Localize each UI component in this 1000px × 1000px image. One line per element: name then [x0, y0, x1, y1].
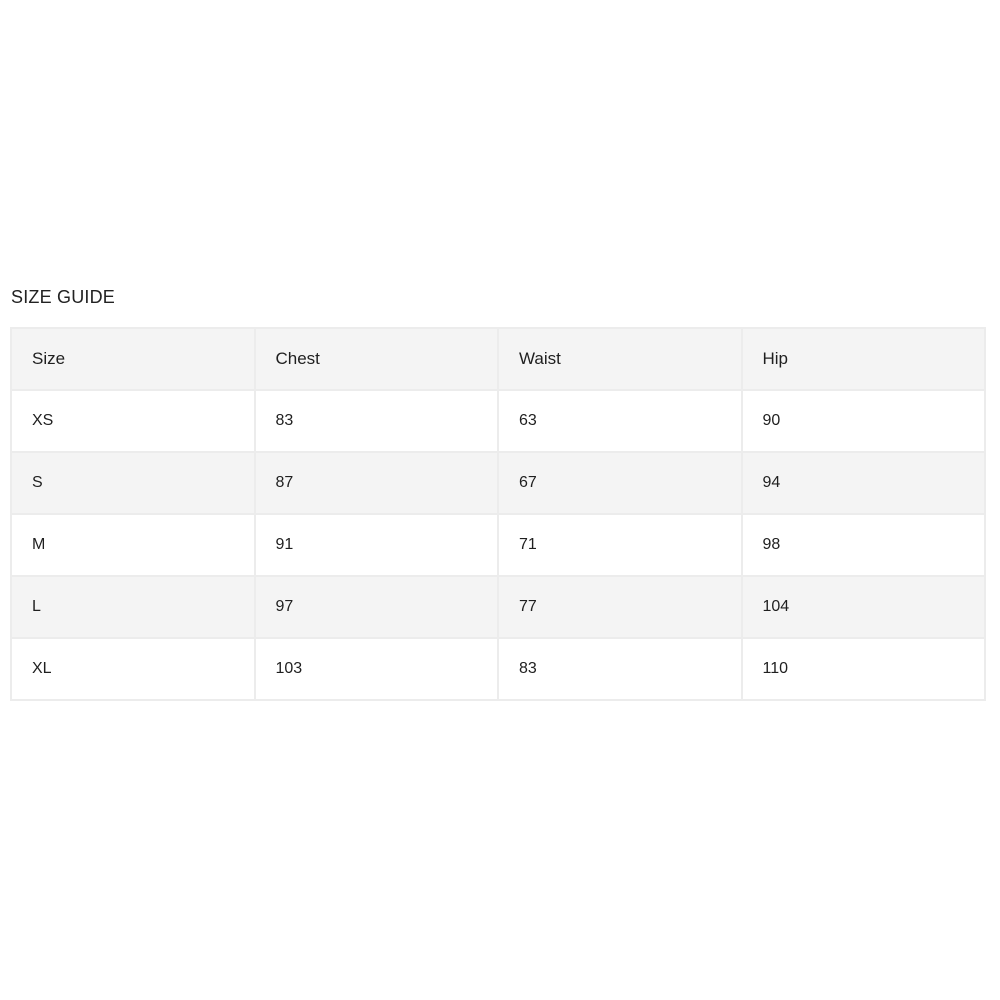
cell-chest: 83	[255, 390, 499, 452]
cell-size: XL	[11, 638, 255, 700]
table-header-row	[11, 328, 985, 390]
cell-chest: 87	[255, 452, 499, 514]
cell-hip: 104	[742, 576, 986, 638]
cell-waist: 67	[498, 452, 742, 514]
cell-chest: 91	[255, 514, 499, 576]
cell-waist: 63	[498, 390, 742, 452]
page-title: SIZE GUIDE	[11, 287, 116, 307]
table-row	[11, 452, 985, 514]
header-hip: Hip	[742, 328, 986, 390]
size-guide-table	[10, 327, 986, 701]
cell-hip: 110	[742, 638, 986, 700]
cell-size: XS	[11, 390, 255, 452]
cell-size: L	[11, 576, 255, 638]
header-waist: Waist	[498, 328, 742, 390]
cell-size: S	[11, 452, 255, 514]
table-header	[11, 328, 985, 390]
table-row	[11, 514, 985, 576]
cell-hip: 98	[742, 514, 986, 576]
table-body	[11, 390, 985, 700]
cell-waist: 71	[498, 514, 742, 576]
table-row	[11, 390, 985, 452]
header-chest: Chest	[255, 328, 499, 390]
cell-size: M	[11, 514, 255, 576]
header-size: Size	[11, 328, 255, 390]
cell-waist: 77	[498, 576, 742, 638]
table-row	[11, 576, 985, 638]
table-row	[11, 638, 985, 700]
cell-waist: 83	[498, 638, 742, 700]
cell-hip: 94	[742, 452, 986, 514]
cell-chest: 103	[255, 638, 499, 700]
cell-chest: 97	[255, 576, 499, 638]
cell-hip: 90	[742, 390, 986, 452]
